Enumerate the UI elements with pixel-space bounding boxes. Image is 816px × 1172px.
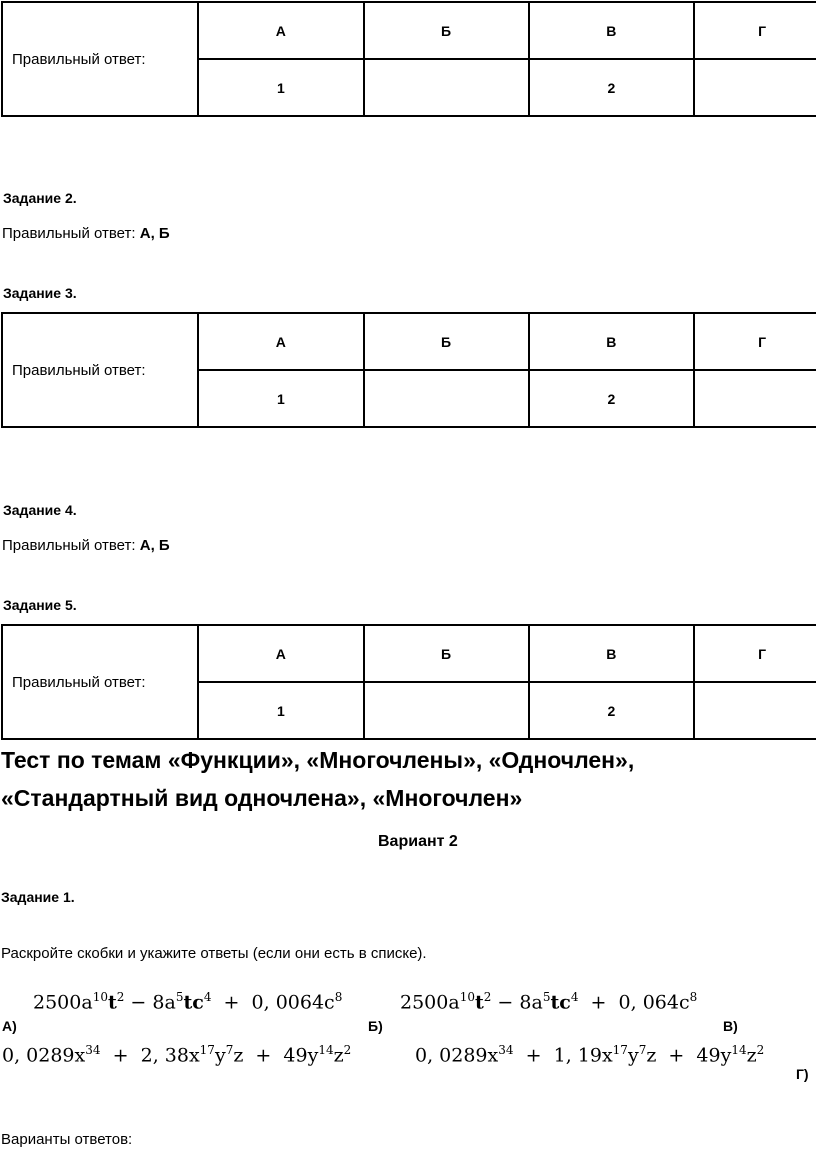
task4-answer-label: Правильный ответ: <box>2 537 140 554</box>
header-g: Г <box>694 625 816 682</box>
task2-answer-line <box>2 225 170 242</box>
value-a: 1 <box>198 682 364 739</box>
value-v: 2 <box>529 370 695 427</box>
answer-label: Правильный ответ: <box>2 2 198 116</box>
value-b <box>364 59 529 116</box>
option-v-label: В) <box>723 1018 738 1034</box>
value-a: 1 <box>198 59 364 116</box>
header-v: В <box>529 313 695 370</box>
option-b-expression: $2500a^{10}t^2 - 8a^5tc^4 + 0$, $064c^8$ <box>400 990 698 1014</box>
value-v: 2 <box>529 682 695 739</box>
answers-variants-label: Варианты ответов: <box>1 1131 133 1148</box>
variant-heading: Вариант 2 <box>378 833 458 850</box>
task4-answer-value: А, Б <box>139 537 170 554</box>
header-g: Г <box>694 313 816 370</box>
value-g <box>694 59 816 116</box>
value-v: 2 <box>529 59 695 116</box>
option-a-expression: $2500a^{10}t^2 - 8a^5tc^4 + 0$, $0064c^8$ <box>33 990 343 1014</box>
header-a: А <box>198 2 364 59</box>
option-a-label: А) <box>2 1018 17 1034</box>
task2-answer-value: А, Б <box>139 225 170 242</box>
value-a: 1 <box>198 370 364 427</box>
answer-table-1 <box>1 1 816 117</box>
header-g: Г <box>694 2 816 59</box>
v2-task1-instruction: Раскройте скобки и укажите ответы (если они есть в списке). <box>1 945 427 962</box>
task2-heading: Задание 2. <box>3 190 77 206</box>
test-title-line2: «Стандартный вид одночлена», «Многочлен» <box>1 785 523 811</box>
task3-heading: Задание 3. <box>3 285 77 301</box>
header-b: Б <box>364 2 529 59</box>
value-g <box>694 370 816 427</box>
task5-heading: Задание 5. <box>3 597 77 613</box>
task2-answer-label: Правильный ответ: <box>2 225 140 242</box>
header-v: В <box>529 2 695 59</box>
answer-table-5 <box>1 624 816 740</box>
task4-heading: Задание 4. <box>3 502 77 518</box>
value-b <box>364 370 529 427</box>
option-b-label: Б) <box>368 1018 383 1034</box>
header-b: Б <box>364 313 529 370</box>
header-a: А <box>198 313 364 370</box>
answer-label: Правильный ответ: <box>2 313 198 427</box>
value-b <box>364 682 529 739</box>
answer-table-3 <box>1 312 816 428</box>
value-g <box>694 682 816 739</box>
option-g-expression: 0, $0289x^{34} + 1$, $19x^{17}y^7z + 49y^{14}z^2$ <box>415 1043 765 1067</box>
option-v-expression: 0, $0289x^{34} + 2$, $38x^{17}y^7z + 49y^{14}z^2$ <box>2 1043 352 1067</box>
option-g-label: Г) <box>796 1066 809 1082</box>
header-a: А <box>198 625 364 682</box>
answer-label: Правильный ответ: <box>2 625 198 739</box>
task4-answer-line <box>2 537 170 554</box>
v2-task1-heading: Задание 1. <box>1 889 75 905</box>
header-v: В <box>529 625 695 682</box>
test-title-line1: Тест по темам «Функции», «Многочлены», «Одночлен», <box>1 747 635 773</box>
header-b: Б <box>364 625 529 682</box>
